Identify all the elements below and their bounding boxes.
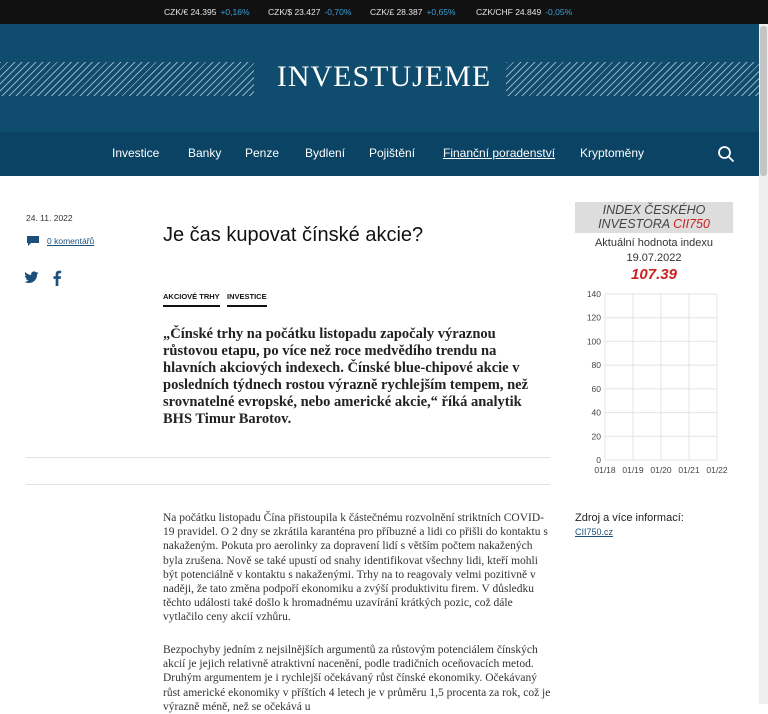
ticker-item-gbp	[370, 7, 456, 17]
nav-item-kryptomeny[interactable]: Kryptoměny	[580, 146, 645, 160]
ticker-change: +0,16%	[220, 7, 250, 17]
ticker-item-chf	[476, 7, 572, 17]
index-chart	[575, 286, 735, 482]
index-code: CII750	[673, 217, 710, 231]
ticker-change: +0,65%	[426, 7, 456, 17]
ticker-pair: CZK/€ 24.395	[164, 7, 217, 17]
chart-x-tick-label: 01/20	[650, 465, 672, 475]
nav-item-pojisteni[interactable]: Pojištění	[369, 146, 416, 160]
chart-y-tick-label: 20	[591, 431, 601, 442]
chart-y-tick-label: 120	[586, 312, 601, 323]
chart-x-tick-label: 01/18	[594, 465, 616, 475]
scrollbar-thumb[interactable]	[760, 26, 767, 176]
chart-y-tick-label: 60	[591, 383, 601, 394]
index-date: 19.07.2022	[626, 252, 682, 264]
index-value: 107.39	[631, 266, 677, 283]
index-label: Aktuální hodnota indexu	[594, 237, 714, 249]
nav-item-banky[interactable]: Banky	[188, 146, 222, 160]
chart-y-tick-label: 140	[586, 289, 601, 299]
currency-ticker	[0, 0, 768, 24]
source-link[interactable]: CII750.cz	[575, 527, 614, 537]
ticker-pair: CZK/$ 23.427	[268, 7, 321, 17]
site-logo[interactable]: INVESTUJEME	[276, 60, 492, 93]
nav-item-investice[interactable]: Investice	[112, 146, 160, 160]
article-paragraph: Na počátku listopadu Čína přistoupila k částečnému rozvolnění striktních COVID-19 pravidel. O 2 dny se zkrátila karanténa pro příbuzné a lidi co přišli do kontaktu s nakaženým. Pokuta pro aerolinky za dopravení lidí s větším počtem nakažených byla zrušena. Nově se také upustí od snahy identifikovat všechny lidi, kteří mohli být potenciálně v kontaktu s nakaženými. Trhy na to reagovaly velmi pozitivně v naději, že tato změna podpoří ekonomiku a zvýší produktivitu firem. V důsledku těchto události také došlo k hromadnému uzavírání krátkých pozic, což dále vytlačilo ceny akcií vzhůru.	[163, 512, 548, 624]
search-icon[interactable]	[717, 145, 735, 163]
source-label: Zdroj a více informací:	[575, 512, 684, 524]
chart-x-tick-label: 01/21	[678, 465, 700, 475]
chart-y-tick-label: 80	[591, 360, 601, 371]
ticker-pair: CZK/£ 28.387	[370, 7, 423, 17]
main-nav	[0, 132, 768, 176]
index-title-line1: INDEX ČESKÉHO	[602, 203, 706, 217]
index-widget-title	[575, 202, 733, 233]
index-title-line2: INVESTORA	[598, 217, 674, 231]
index-widget	[575, 202, 733, 283]
ticker-change: -0,05%	[545, 7, 573, 17]
article-date: 24. 11. 2022	[26, 213, 73, 223]
chart-x-tick-label: 01/19	[622, 465, 644, 475]
twitter-icon[interactable]	[24, 271, 39, 284]
chart-y-tick-label: 0	[596, 455, 601, 465]
facebook-icon[interactable]	[52, 270, 62, 286]
divider	[26, 457, 550, 458]
comments-link[interactable]: 0 komentářů	[47, 236, 95, 246]
article-lead: „Čínské trhy na počátku listopadu započaly výraznou růstovou etapu, po více než roce medvědího trendu na hlavních akciových indexech. Čínské blue-chipové akcie v posledních týdnech rostou výrazně rychlejším tempem, než srovnatelné evropské, nebo americké akcie,“ říká analytik BHS Timur Barotov.	[163, 326, 529, 427]
chart-y-tick-label: 100	[586, 336, 601, 347]
ticker-change: -0,70%	[324, 7, 352, 17]
article-paragraph: Bezpochyby jedním z nejsilnějších argumentů za růstovým potenciálem čínských akcií je jejich relativně atraktivní nacenění, podle tradičních oceňovacích metod. Druhým argumentem je i rychlejší očekávaný růst čínské ekonomiky. Očekávaný růst americké ekonomiky v příštích 4 letech je v průměru 1,5 procenta za rok, což je výrazně méně, než se očekává u	[163, 644, 551, 713]
comment-icon	[26, 235, 40, 247]
ticker-item-usd	[268, 7, 351, 17]
site-header	[0, 24, 768, 132]
nav-item-bydleni[interactable]: Bydlení	[305, 146, 346, 160]
ticker-pair: CZK/CHF 24.849	[476, 7, 542, 17]
ticker-item-eur	[164, 7, 250, 17]
nav-item-financni-poradenstvi[interactable]: Finanční poradenství	[443, 146, 556, 160]
nav-item-penze[interactable]: Penze	[245, 146, 280, 160]
article-title: Je čas kupovat čínské akcie?	[163, 224, 424, 246]
chart-y-tick-label: 40	[591, 407, 601, 418]
chart-x-tick-label: 01/22	[706, 465, 728, 475]
tag-akciove-trhy[interactable]: AKCIOVÉ TRHY	[163, 292, 220, 307]
divider	[26, 484, 550, 485]
tag-investice[interactable]: INVESTICE	[227, 292, 267, 307]
